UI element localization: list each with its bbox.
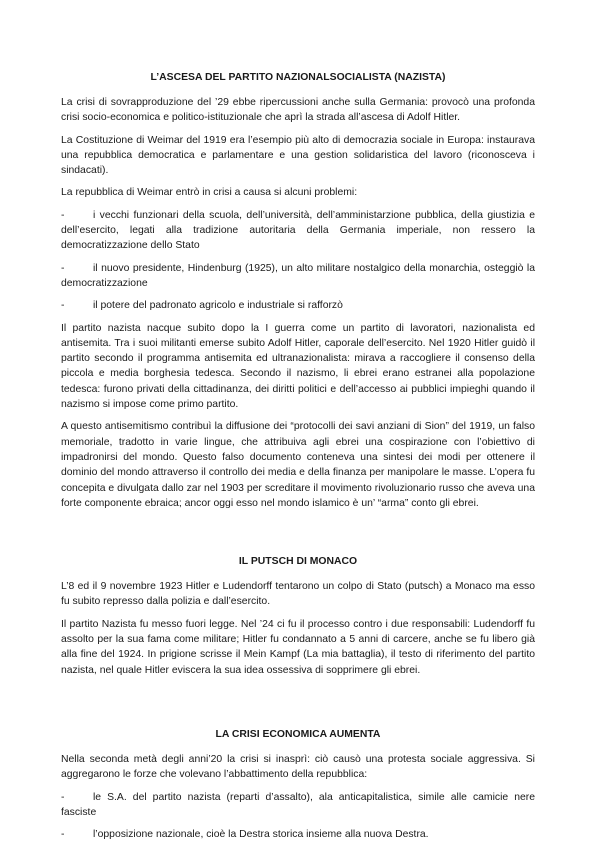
list-item-text: le S.A. del partito nazista (reparti d’assalto), ala anticapitalistica, simile alle camicie nere fasciste <box>61 791 535 818</box>
list-item <box>61 261 535 292</box>
section-title: L’ASCESA DEL PARTITO NAZIONALSOCIALISTA (NAZISTA) <box>150 72 446 83</box>
list-item <box>61 827 535 842</box>
list-item <box>61 298 535 313</box>
list-item-text: il nuovo presidente, Hindenburg (1925), un alto militare nostalgico della monarchia, osteggiò la democratizzazione <box>61 262 535 289</box>
section-title: IL PUTSCH DI MONACO <box>238 556 358 568</box>
list-item <box>61 208 535 254</box>
paragraph: Il partito Nazista fu messo fuori legge. Nel ’24 ci fu il processo contro i due responsabili: Ludendorff fu assolto per la sua fama come militare; Hitler fu condannato a 5 anni di carcere, anche se fu libero già alla fine del 1924. In prigione scrisse il Mein Kampf (La mia battaglia), il testo di riferimento del partito nazista, nel quale Hitler eviscera la sua idea ossessiva di sopprimere gli ebrei. <box>61 618 535 676</box>
bullet-dash: - <box>61 300 65 312</box>
section-title: LA CRISI ECONOMICA AUMENTA <box>215 728 381 740</box>
list-item-text: i vecchi funzionari della scuola, dell’università, dell’amministarzione pubblica, della giustizia e dell’esercito, legati alla tradizione autoritaria della Germania imperiale, non ressero la democratizzazione dello Stato <box>61 209 535 252</box>
list-item <box>61 790 535 821</box>
list-item-text: il potere del padronato agricolo e industriale si rafforzò <box>93 300 343 312</box>
section-ascesa <box>61 70 535 511</box>
paragraph: L’8 ed il 9 novembre 1923 Hitler e Ludendorff tentarono un colpo di Stato (putsch) a Monaco ma esso fu subito represso dalla polizia e dall’esercito. <box>61 581 535 608</box>
paragraph: Nella seconda metà degli anni’20 la crisi si inasprì: ciò causò una protesta sociale aggressiva. Si aggregarono le forze che volevano l’abbattimento della repubblica: <box>61 753 535 781</box>
paragraph: Il partito nazista nacque subito dopo la I guerra come un partito di lavoratori, nazionalista ed antisemita. Tra i suoi militanti emerse subito Adolf Hitler, caporale dell’esercito. Nel 1920 Hitler guidò il partito secondo il programma antisemita ed ultranazionalista: mirava a raccogliere il consenso della piccola e media borghesia tedesca. Secondo il nazismo, li ebrei erano estranei alla popolazione tedesca: furono privati della cittadinanza, dei diritti politici e dell’accesso ai pubblici impieghi quando il nazismo si impose come primo partito. <box>61 322 535 411</box>
paragraph: La crisi di sovrapproduzione del ’29 ebbe ripercussioni anche sulla Germania: provocò una profonda crisi socio-economica e politico-istituzionale che aprì la strada all’ascesa di Adolf Hitler. <box>61 97 535 124</box>
bullet-dash: - <box>61 829 65 841</box>
paragraph: A questo antisemitismo contribuì la diffusione dei “protocolli dei savi anziani di Sion” del 1919, un falso memoriale, tradotto in varie lingue, che attribuiva agli ebrei una cospirazione con l’obiettivo di impadronirsi del mondo. Questo falso documento conteneva una sintesi dei modi per ottenere il dominio del mondo attraverso il controllo dei media e della finanza per manipolare le masse. L’opera fu concepita e divulgata dallo zar nel 1903 per screditare il movimento rivoluzionario russo che aveva una forte componente ebraica; ancor oggi esso nel mondo islamico è un’ “arma” conto gli ebrei. <box>61 421 535 509</box>
bullet-dash: - <box>61 262 65 274</box>
paragraph: La Costituzione di Weimar del 1919 era l’esempio più alto di democrazia sociale in Europa: instaurava una repubblica democratica e parlamentare e una gestion solidaristica del lavoro (riconosceva i sindacati). <box>61 134 535 177</box>
paragraph: La repubblica di Weimar entrò in crisi a causa si alcuni problemi: <box>61 187 358 199</box>
section-putsch <box>61 554 535 678</box>
bullet-dash: - <box>61 209 65 221</box>
section-crisi <box>61 727 535 842</box>
list-item-text: l’opposizione nazionale, cioè la Destra storica insieme alla nuova Destra. <box>93 829 429 841</box>
bullet-dash: - <box>61 791 65 803</box>
